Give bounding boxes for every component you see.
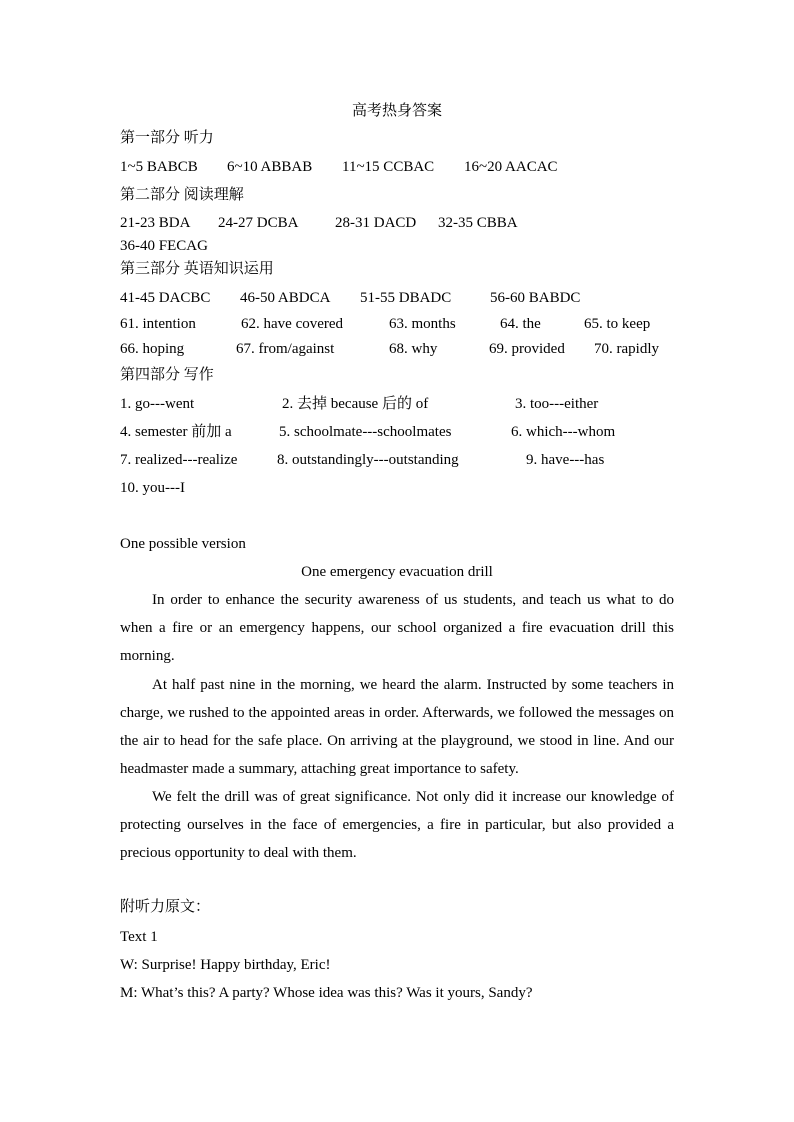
transcript-line: M: What’s this? A party? Whose idea was this? Was it yours, Sandy? bbox=[120, 985, 533, 1001]
part2-answer: 32-35 CBBA bbox=[438, 215, 518, 231]
part3-blank: 62. have covered bbox=[241, 316, 344, 332]
part2-answer: 28-31 DACD bbox=[335, 215, 417, 231]
part1-answer: 6~10 ABBAB bbox=[227, 159, 313, 175]
part3-answer: 56-60 BABDC bbox=[490, 290, 581, 306]
part3-blank: 69. provided bbox=[489, 341, 565, 357]
part4-correction: 7. realized---realize bbox=[120, 452, 238, 468]
part4-correction: 6. which---whom bbox=[511, 424, 616, 440]
essay-label: One possible version bbox=[120, 536, 246, 552]
part4-correction: 10. you---I bbox=[120, 480, 185, 496]
part3-blank: 70. rapidly bbox=[594, 341, 659, 357]
part3-answer: 46-50 ABDCA bbox=[240, 290, 331, 306]
part3-answer: 41-45 DACBC bbox=[120, 290, 211, 306]
part2-heading: 第二部分 阅读理解 bbox=[120, 187, 244, 203]
part3-blank: 66. hoping bbox=[120, 341, 185, 357]
part3-blank: 68. why bbox=[389, 341, 438, 357]
essay-paragraph: In order to enhance the security awareness of us students, and teach us what to do when a fire or an emergency happens, our school organized a fire evacuation drill this morning. bbox=[120, 592, 674, 664]
transcript-text-label: Text 1 bbox=[120, 929, 158, 945]
document-title: 高考热身答案 bbox=[351, 103, 442, 119]
part4-correction: 2. 去掉 because 后的 of bbox=[282, 396, 429, 412]
part3-blank: 63. months bbox=[389, 316, 456, 332]
part3-heading: 第三部分 英语知识运用 bbox=[120, 261, 274, 277]
part2-answer-line2: 36-40 FECAG bbox=[120, 238, 208, 254]
part3-blank: 67. from/against bbox=[236, 341, 335, 357]
part2-answer: 24-27 DCBA bbox=[218, 215, 299, 231]
part3-blank: 64. the bbox=[500, 316, 541, 332]
essay-paragraph: At half past nine in the morning, we heard the alarm. Instructed by some teachers in charge, we rushed to the appointed areas in order. Afterwards, we followed the messages on the air to head for the safe place. On arriving at the playground, we stood in line. And our headmaster made a summary, attaching great importance to safety. bbox=[120, 677, 674, 777]
part1-answer: 11~15 CCBAC bbox=[342, 159, 435, 175]
part3-blank: 61. intention bbox=[120, 316, 196, 332]
part2-answer: 21-23 BDA bbox=[120, 215, 191, 231]
part4-correction: 4. semester 前加 a bbox=[120, 424, 232, 440]
part4-correction: 5. schoolmate---schoolmates bbox=[279, 424, 452, 440]
part4-correction: 8. outstandingly---outstanding bbox=[277, 452, 459, 468]
essay-paragraph: We felt the drill was of great significance. Not only did it increase our knowledge of protecting ourselves in the face of emergencies, a fire in particular, but also provided a precious opportunity to deal with them. bbox=[120, 789, 674, 861]
part4-correction: 9. have---has bbox=[526, 452, 605, 468]
part4-correction: 3. too---either bbox=[515, 396, 599, 412]
transcript-heading: 附听力原文： bbox=[120, 899, 211, 915]
part4-heading: 第四部分 写作 bbox=[120, 367, 214, 383]
part3-answer: 51-55 DBADC bbox=[360, 290, 452, 306]
essay-title: One emergency evacuation drill bbox=[301, 564, 493, 580]
part3-blank: 65. to keep bbox=[584, 316, 651, 332]
part1-answer: 1~5 BABCB bbox=[120, 159, 198, 175]
part1-heading: 第一部分 听力 bbox=[120, 130, 214, 146]
part1-answer: 16~20 AACAC bbox=[464, 159, 558, 175]
transcript-line: W: Surprise! Happy birthday, Eric! bbox=[120, 957, 331, 973]
part4-correction: 1. go---went bbox=[120, 396, 195, 412]
